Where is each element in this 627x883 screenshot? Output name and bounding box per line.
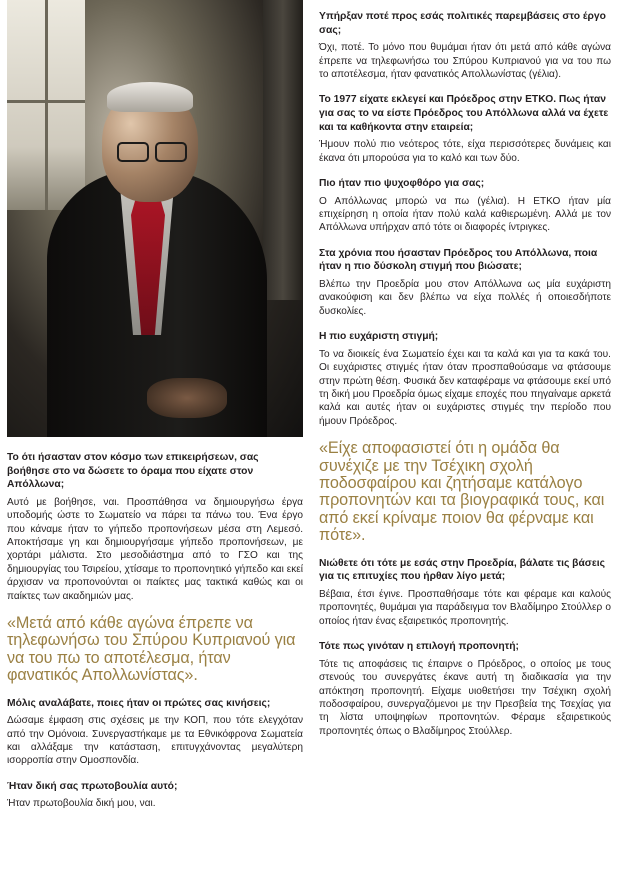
glasses: [117, 142, 189, 160]
answer-paragraph: Ο Απόλλωνας μπορώ να πω (γέλια). Η ΕΤΚΟ ήταν μία επιχείρηση η οποία ήταν πολύ καλά καθιερωμένη. Αλλά με τον Απόλλωνα υπήρχαν από τότε οι διαφορές ίντριγκες.: [319, 195, 611, 234]
answer-paragraph: Δώσαμε έμφαση στις σχέσεις με την ΚΟΠ, που τότε ελεγχόταν από την Ομόνοια. Συνεργαστήκαμε με τα Εθνικόφρονα Σωματεία και αλλάξαμε την κατάσταση, επιτυγχάνοντας μεγαλύτερη ισορροπία στην Ομοσπονδία.: [7, 715, 303, 767]
hands: [147, 378, 227, 418]
left-article-text: [7, 437, 303, 811]
answer-paragraph: Όχι, ποτέ. Το μόνο που θυμάμαι ήταν ότι μετά από κάθε αγώνα έπρεπε να τηλεφωνήσω του Σπύρου Κυπριανού για να του πω το αποτέλεσμα, ήταν φανατικός Απολλωνίστας (γέλια).: [319, 42, 611, 80]
answer-paragraph: Ήταν πρωτοβουλία δική μου, ναι.: [7, 798, 156, 810]
answer-paragraph: Αυτό με βοήθησε, ναι. Προσπάθησα να δημιουργήσω έργα υποδομής ώστε το Σωματείο να πάρει τα πάνω του. Ένα έργο που κάναμε ήταν το γήπεδο προπονήσεων μέσα στη Λεμεσό. Αποκτήσαμε γη και δημιουργήσαμε γήπεδο προπονήσεων, με χορτάρι μάλιστα. Στο μεσοδιάστημα από το ΓΣΟ και της δημιουργίας του Τσιρείου, χτίσαμε το προπονητικό γήπεδο και εκεί άρχισαν να προπονούνται οι παίκτες μας τακτικά καθώς και οι παίκτες των ακαδημιών μας.: [7, 496, 303, 602]
pull-quote: «Μετά από κάθε αγώνα έπρεπε να τηλεφωνήσω του Σπύρου Κυπριανού για να του πω το αποτέλεσμα, ήταν φανατικός Απολλωνίστας».: [7, 614, 296, 685]
answer-paragraph: Βέβαια, έτσι έγινε. Προσπαθήσαμε τότε και φέραμε και καλούς προπονητές, θυμάμαι για παράδειγμα τον Βλαδίμηρο Στούλλερ ο οποίος ήταν ένας εξαιρετικός προπονητής.: [319, 588, 611, 627]
background-shelf: [263, 0, 303, 300]
question-heading: Ήταν δική σας πρωτοβουλία αυτό;: [7, 780, 178, 792]
left-column: [7, 0, 303, 823]
pull-quote: «Είχε αποφασιστεί ότι η ομάδα θα συνέχιζε με την Τσέχικη σχολή ποδοσφαίρου και ζητήσαμε κατάλογο προπονητών και τα βιογραφικά τους, και από εκεί κρίναμε ποιον θα φέρναμε και πότε».: [319, 439, 605, 545]
question-heading: Τότε πως γινόταν η επιλογή προπονητή;: [319, 641, 519, 653]
question-heading: Μόλις αναλάβατε, ποιες ήταν οι πρώτες σας κινήσεις;: [7, 697, 271, 709]
window-light: [7, 0, 85, 210]
question-heading: Υπήρξαν ποτέ προς εσάς πολιτικές παρεμβάσεις στο έργο σας;: [319, 11, 606, 36]
question-heading: Στα χρόνια που ήσασταν Πρόεδρος του Απόλλωνα, ποια ήταν η πιο δύσκολη στιγμή που βιώσατε;: [319, 247, 598, 273]
answer-paragraph: Τότε τις αποφάσεις τις έπαιρνε ο Πρόεδρος, ο οποίος με τους στενούς του συνεργάτες έκανε αυτή τη διαδικασία για την απόκτηση προπονητή. Είχαμε υιοθετήσει την Τσέχικη σχολή ποδοσφαίρου, συνεργαζόμενοι με την Πρεσβεία της Τσεχίας για τη λίστα υποψηφίων προπονητών. Φέραμε εξαιρετικούς προπονητές όπως ο Βλαδίμηρος Στούλλερ.: [319, 658, 611, 737]
question-heading: Πιο ήταν πιο ψυχοφθόρο για σας;: [319, 178, 485, 189]
question-heading: Νιώθετε ότι τότε με εσάς στην Προεδρία, βάλατε τις βάσεις για τις επιτυχίες που ήρθαν λίγο μετά;: [319, 557, 605, 583]
answer-paragraph: Το να διοικείς ένα Σωματείο έχει και τα καλά και για τα κακά του. Οι ευχάριστες στιγμές ήταν όταν προσπαθούσαμε να φτάσουμε στην πρώτη θέση. Φυσικά δεν καταφέραμε να φτάσουμε εκεί υπό τη δική μου Προεδρία όμως είχαμε εποχές που πηγαίναμε αρκετά καλά και αυτές ήταν οι ευχάριστες στιγμές την περίοδο που ήμουν Πρόεδρος.: [319, 348, 611, 427]
portrait-photo: [7, 0, 303, 437]
question-heading: Το 1977 είχατε εκλεγεί και Πρόεδρος στην ΕΤΚΟ. Πως ήταν για σας το να είστε Πρόεδρος του Απόλλωνα αλλά να έχετε και τα καθήκοντα στην εταιρεία;: [319, 94, 609, 133]
answer-paragraph: Ήμουν πολύ πιο νεότερος τότε, είχα περισσότερες δυνάμεις και έκανα ότι μπορούσα για το καλό και των δύο.: [319, 139, 611, 164]
question-heading: Το ότι ήσασταν στον κόσμο των επικειρήσεων, σας βοήθησε στο να δώσετε το όραμα που είχατε στον Απόλλωνα;: [7, 452, 259, 491]
white-hair: [107, 82, 193, 112]
question-heading: Η πιο ευχάριστη στιγμή;: [319, 331, 439, 343]
answer-paragraph: Βλέπω την Προεδρία μου στον Απόλλωνα ως μία ευχάριστη ανακούφιση και δεν βλέπω να είχα πολλές ή οποιεσδήποτε δυσκολίες.: [319, 279, 611, 317]
right-column: [319, 10, 611, 750]
